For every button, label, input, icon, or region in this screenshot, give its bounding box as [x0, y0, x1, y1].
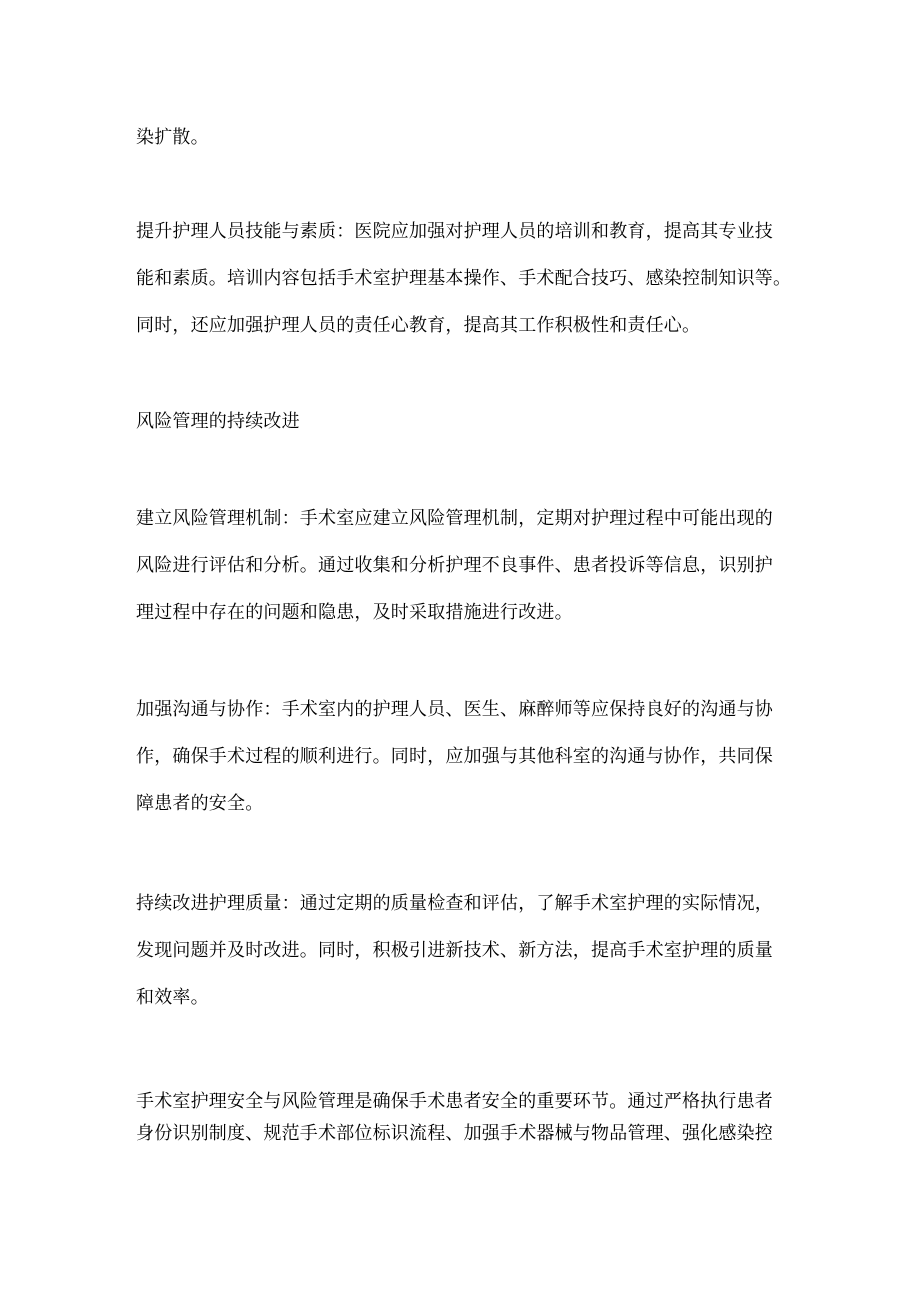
paragraph-summary [136, 1086, 796, 1150]
paragraph-staff-skills [136, 208, 796, 349]
text-line: 作，确保手术过程的顺利进行。同时，应加强与其他科室的沟通与协作，共同保 [136, 746, 773, 767]
text-line: 和效率。 [136, 987, 209, 1008]
text-line: 发现问题并及时改进。同时，积极引进新技术、新方法，提高手术室护理的质量 [136, 940, 773, 961]
text-line: 理过程中存在的问题和隐患，及时采取措施进行改进。 [136, 602, 573, 623]
text-line: 加强沟通与协作：手术室内的护理人员、医生、麻醉师等应保持良好的沟通与协 [136, 699, 773, 720]
text-line: 提升护理人员技能与素质：医院应加强对护理人员的培训和教育，提高其专业技 [136, 221, 773, 242]
text-line: 手术室护理安全与风险管理是确保手术患者安全的重要环节。通过严格执行患者 [136, 1091, 773, 1112]
text-line: 染扩散。 [136, 127, 209, 148]
paragraph-risk-mechanism [136, 495, 796, 636]
text-line: 同时，还应加强护理人员的责任心教育，提高其工作积极性和责任心。 [136, 315, 701, 336]
paragraph-continuation [136, 114, 796, 161]
text-line: 持续改进护理质量：通过定期的质量检查和评估，了解手术室护理的实际情况， [136, 893, 773, 914]
text-line: 建立风险管理机制：手术室应建立风险管理机制，定期对护理过程中可能出现的 [136, 508, 773, 529]
section-heading [136, 398, 796, 445]
paragraph-quality-improvement [136, 880, 796, 1021]
heading-text: 风险管理的持续改进 [136, 411, 300, 432]
paragraph-communication [136, 686, 796, 827]
text-line: 风险进行评估和分析。通过收集和分析护理不良事件、患者投诉等信息，识别护 [136, 555, 773, 576]
text-line: 能和素质。培训内容包括手术室护理基本操作、手术配合技巧、感染控制知识等。 [136, 268, 792, 289]
text-line: 身份识别制度、规范手术部位标识流程、加强手术器械与物品管理、强化感染控 [136, 1123, 773, 1144]
text-line: 障患者的安全。 [136, 793, 264, 814]
